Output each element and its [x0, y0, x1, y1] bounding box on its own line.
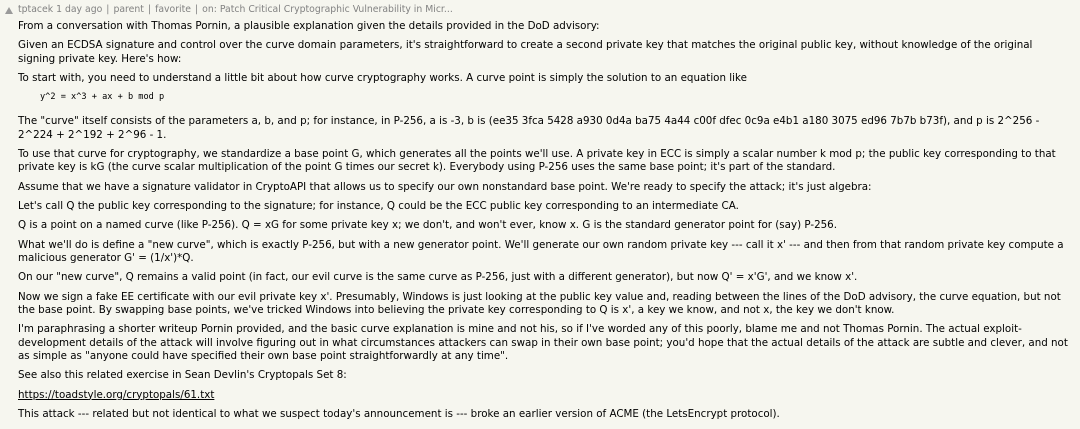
- comment-paragraph: I'm paraphrasing a shorter writeup Pornin provided, and the basic curve explanation is mine and not his, so if I've worded any of this poorly, blame me and not Thomas Pornin. The actual exploit-development details of the attack will involve figuring out in what circumstances attackers can swap in their own base point; you'd hope that the actual details of the attack are subtle and clever, and not as simple as "anyone could have specified their own base point straightforwardly at any time".: [18, 323, 1068, 362]
- favorite-link[interactable]: favorite: [155, 4, 191, 15]
- on-label: on:: [202, 4, 217, 15]
- comment-paragraph: On our "new curve", Q remains a valid point (in fact, our evil curve is the same curve as P-256, just with a different generator), but now Q' = x'G', and we know x'.: [18, 271, 858, 284]
- comment-paragraph: Assume that we have a signature validator in CryptoAPI that allows us to specify our own nonstandard base point. We're ready to specify the attack; it's just algebra:: [18, 180, 872, 193]
- separator: |: [147, 4, 152, 15]
- comment-paragraph: To start with, you need to understand a little bit about how curve cryptography works. A curve point is simply the solution to an equation like: [18, 71, 747, 84]
- comment-text: [4, 20, 1070, 421]
- comment-paragraph: From a conversation with Thomas Pornin, a plausible explanation given the details provided in the DoD advisory:: [18, 20, 600, 32]
- comment-paragraph: The "curve" itself consists of the parameters a, b, and p; for instance, in P-256, a is -3, b is (ee35 3fca 5428 a930 0d4a ba75 4a44 c00f dfec 0c9a e4b1 a180 3075 ed96 7b7b b73f), and p is 2^256 - 2^224 + 2^192 + 2^96 - 1.: [18, 115, 1040, 141]
- cryptopals-link[interactable]: https://toadstyle.org/cryptopals/61.txt: [18, 388, 215, 401]
- comment-paragraph: Given an ECDSA signature and control over the curve domain parameters, it's straightforward to create a second private key that matches the original public key, without knowledge of the original signing private key. Here's how:: [18, 39, 1033, 65]
- separator: |: [195, 4, 199, 15]
- comment-paragraph: To use that curve for cryptography, we standardize a base point G, which generates all the points we'll use. A private key in ECC is simply a scalar number k mod p; the public key corresponding to that private key is kG (the curve scalar multiplication of the point G times our secret k). Everybody using P-256 uses the same base point; it's part of the standard.: [18, 147, 1056, 174]
- comment-paragraph: What we'll do is define a "new curve", which is exactly P-256, but with a new generator point. We'll generate our own random private key --- call it x' --- and then from that random private key compute a malicious generator G' = (1/x')*Q.: [18, 238, 1064, 264]
- code-block: y^2 = x^3 + ax + b mod p: [40, 92, 165, 103]
- separator: |: [106, 4, 110, 15]
- comment-author[interactable]: tptacek: [18, 4, 54, 15]
- parent-link[interactable]: parent: [113, 4, 144, 15]
- comment-paragraph: This attack --- related but not identical to what we suspect today's announcement is --- broke an earlier version of ACME (the LetsEncrypt protocol).: [18, 407, 780, 420]
- comment-paragraph: Q is a point on a named curve (like P-256). Q = xG for some private key x; we don't, and won't ever, know x. G is the standard generator point for (say) P-256.: [18, 219, 837, 232]
- comment-header: [4, 3, 1070, 17]
- upvote-arrow-icon[interactable]: [5, 7, 13, 14]
- comment-paragraph: Let's call Q the public key corresponding to the signature; for instance, Q could be the ECC public key corresponding to an intermediate CA.: [18, 199, 739, 212]
- link-paragraph: [18, 389, 1070, 402]
- comment-age[interactable]: 1 day ago: [56, 4, 103, 15]
- story-title-link[interactable]: Patch Critical Cryptographic Vulnerability in Micr...: [219, 4, 453, 15]
- comment-paragraph: Now we sign a fake EE certificate with our evil private key x'. Presumably, Windows is just looking at the public key value and, reading between the lines of the DoD advisory, the curve equation, but not the base point. By swapping base points, we've tricked Windows into believing the private key corresponding to Q is x', a key we know, and not x, the key we don't know.: [18, 290, 1061, 316]
- comment-paragraph: See also this related exercise in Sean Devlin's Cryptopals Set 8:: [18, 369, 347, 382]
